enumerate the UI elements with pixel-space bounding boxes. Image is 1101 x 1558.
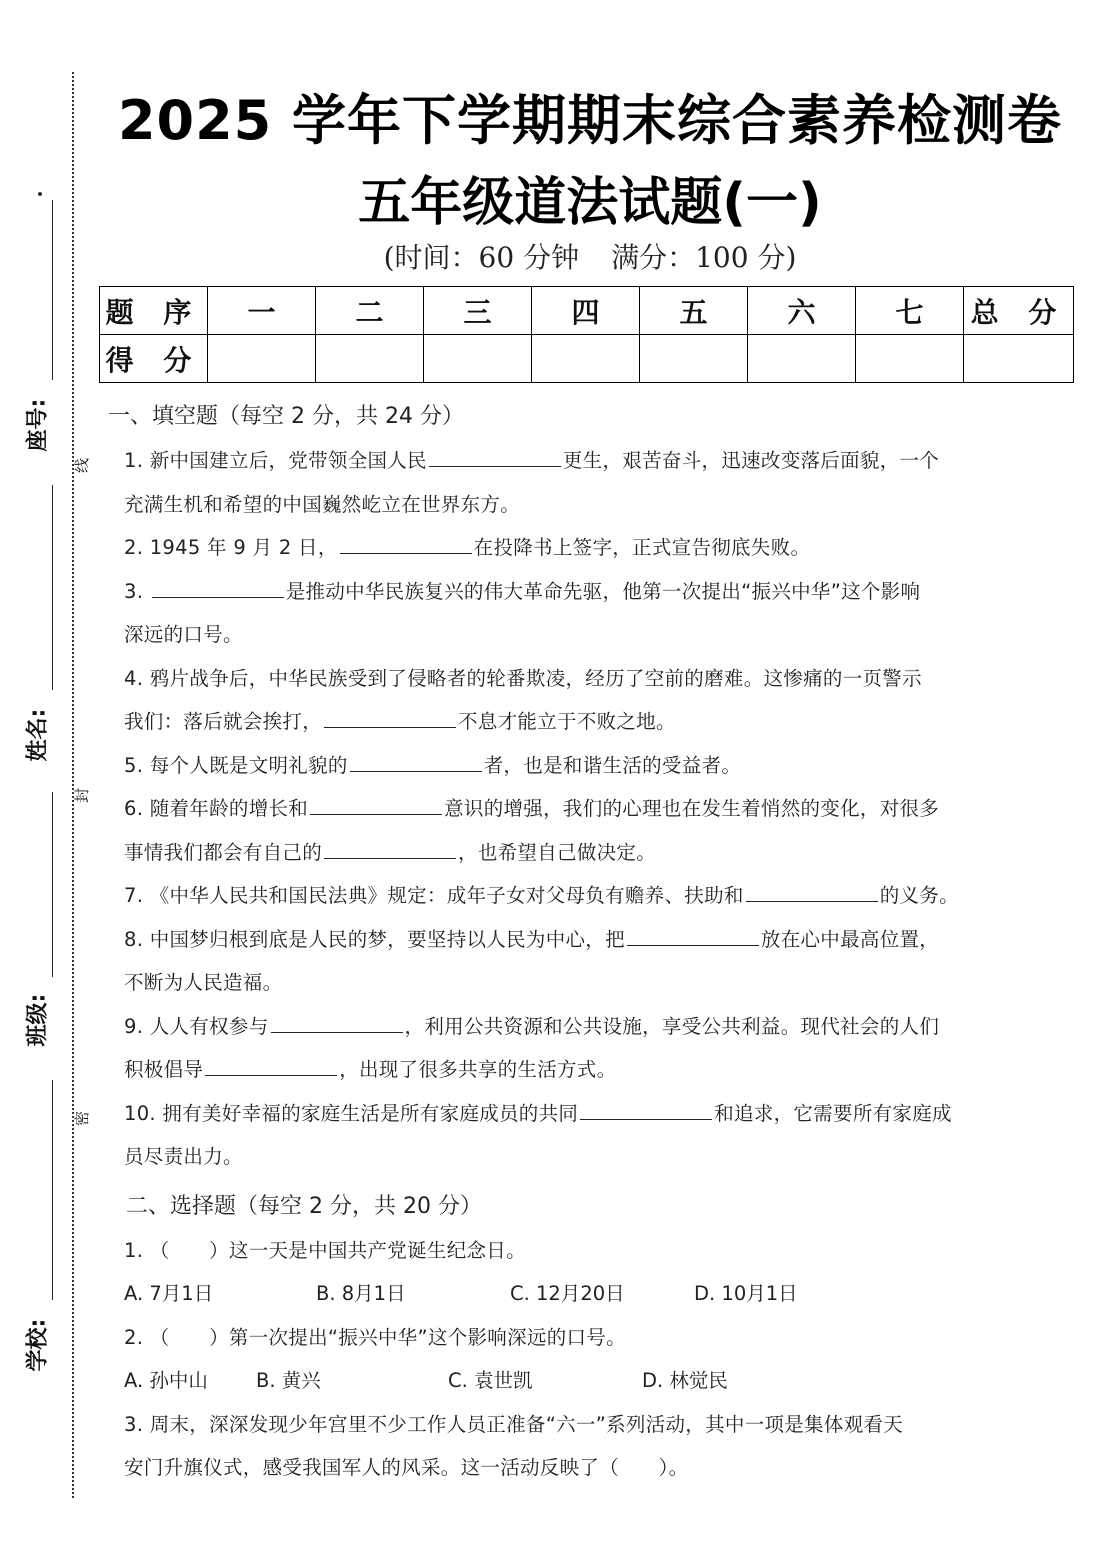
question-cont xyxy=(124,831,1048,875)
score-input-cell[interactable] xyxy=(640,335,748,383)
score-input-cell[interactable] xyxy=(856,335,964,383)
seat-number-label: 座号: xyxy=(25,398,51,452)
exam-content xyxy=(108,395,1048,1490)
question xyxy=(124,787,1048,831)
text: 是推动中华民族复兴的伟大革命先驱，他第一次提出“振兴中华”这个影响 xyxy=(285,579,921,603)
choice-question: 1. （ ）这一天是中国共产党诞生纪念日。 xyxy=(124,1238,526,1262)
text: ，利用公共资源和公共设施，享受公共利益。现代社会的人们 xyxy=(404,1014,940,1038)
text: 积极倡导 xyxy=(124,1058,204,1081)
score-table-score-row xyxy=(100,335,1074,383)
question xyxy=(124,570,1048,614)
answer-blank[interactable] xyxy=(340,531,472,554)
text: 者，也是和谐生活的受益者。 xyxy=(483,753,742,777)
section2-heading: 二、选择题（每空 2 分，共 20 分） xyxy=(126,1193,482,1219)
question xyxy=(124,918,1048,962)
option-b[interactable]: B. 黄兴 xyxy=(256,1369,321,1392)
score-input-cell[interactable] xyxy=(424,335,532,383)
score-input-cell[interactable] xyxy=(748,335,856,383)
question-cont: 员尽责出力。 xyxy=(124,1145,243,1168)
answer-blank[interactable] xyxy=(310,792,442,815)
question-cont xyxy=(124,1048,1048,1092)
answer-blank[interactable] xyxy=(580,1097,712,1120)
option-d[interactable]: D. 林觉民 xyxy=(642,1369,728,1392)
answer-blank[interactable] xyxy=(429,444,561,467)
answer-blank[interactable] xyxy=(152,575,284,598)
text: 我们：落后就会挨打， xyxy=(124,710,323,733)
binding-top-dot xyxy=(38,192,42,196)
text: 8. 中国梦归根到底是人民的梦，要坚持以人民为中心，把 xyxy=(124,927,625,951)
exam-subtitle: 五年级道法试题(一) xyxy=(358,173,822,233)
choice-options xyxy=(124,1272,1048,1316)
question: 4. 鸦片战争后，中华民族受到了侵略者的轮番欺凌，经历了空前的磨难。这惨痛的一页警示 xyxy=(124,666,922,690)
answer-blank[interactable] xyxy=(627,923,759,946)
choice-options xyxy=(124,1359,1048,1403)
seat-number-line xyxy=(52,200,53,380)
answer-blank[interactable] xyxy=(350,749,482,772)
option-c[interactable]: C. 12月20日 xyxy=(510,1282,625,1305)
score-cell: 二 xyxy=(316,287,424,335)
score-table-header-row xyxy=(100,287,1074,335)
text: 的义务。 xyxy=(879,884,959,907)
class-line xyxy=(52,792,53,977)
binding-dotted-line xyxy=(72,72,74,1498)
score-cell: 三 xyxy=(424,287,532,335)
question xyxy=(124,526,1048,570)
question xyxy=(124,1092,1048,1136)
score-input-cell[interactable] xyxy=(316,335,424,383)
answer-blank[interactable] xyxy=(324,836,456,859)
text: ，也希望自己做决定。 xyxy=(458,840,657,864)
score-cell: 五 xyxy=(640,287,748,335)
text: 3. xyxy=(124,579,150,603)
score-cell: 总 分 xyxy=(964,287,1074,335)
score-cell: 得 分 xyxy=(100,335,208,383)
question xyxy=(124,744,1048,788)
question xyxy=(124,439,1048,483)
question-cont xyxy=(124,700,1048,744)
text: ，出现了很多共享的生活方式。 xyxy=(339,1058,617,1081)
score-input-cell[interactable] xyxy=(532,335,640,383)
question-cont: 深远的口号。 xyxy=(124,623,243,646)
seal-char-seal: 封 xyxy=(73,787,92,804)
answer-blank[interactable] xyxy=(746,879,878,902)
option-a[interactable]: A. 7月1日 xyxy=(124,1282,214,1305)
option-c[interactable]: C. 袁世凯 xyxy=(448,1369,533,1392)
score-input-cell[interactable] xyxy=(208,335,316,383)
score-cell: 七 xyxy=(856,287,964,335)
score-table xyxy=(99,286,1074,383)
text: 更生，艰苦奋斗，迅速改变落后面貌，一个 xyxy=(562,449,940,472)
answer-blank[interactable] xyxy=(271,1010,403,1033)
question-cont: 安门升旗仪式，感受我国军人的风采。这一活动反映了（ ）。 xyxy=(124,1456,689,1479)
option-b[interactable]: B. 8月1日 xyxy=(316,1282,406,1305)
choice-question: 3. 周末，深深发现少年宫里不少工作人员正准备“六一”系列活动，其中一项是集体观看天 xyxy=(124,1412,904,1436)
section1-heading: 一、填空题（每空 2 分，共 24 分） xyxy=(108,404,464,429)
school-line xyxy=(52,1080,53,1300)
text: 在投降书上签字，正式宣告彻底失败。 xyxy=(473,536,811,559)
text: 9. 人人有权参与 xyxy=(124,1014,269,1038)
text: 5. 每个人既是文明礼貌的 xyxy=(124,753,348,777)
answer-blank[interactable] xyxy=(324,705,456,728)
time-text: (时间：60 分钟 xyxy=(383,241,580,274)
text: 7. 《中华人民共和国民法典》规定：成年子女对父母负有赡养、扶助和 xyxy=(124,884,744,907)
text: 10. 拥有美好幸福的家庭生活是所有家庭成员的共同 xyxy=(124,1101,579,1125)
score-input-cell[interactable] xyxy=(964,335,1074,383)
text: 不息才能立于不败之地。 xyxy=(458,710,676,733)
exam-title: 2025 学年下学期期末综合素养检测卷 xyxy=(117,89,1063,152)
text: 意识的增强，我们的心理也在发生着悄然的变化，对很多 xyxy=(444,797,940,820)
question xyxy=(124,874,1048,918)
text: 2. 1945 年 9 月 2 日， xyxy=(124,536,338,559)
option-d[interactable]: D. 10月1日 xyxy=(694,1282,798,1305)
seal-char-line: 线 xyxy=(73,457,92,474)
full-score-text: 满分：100 分) xyxy=(611,241,797,274)
answer-blank[interactable] xyxy=(205,1053,337,1076)
option-a[interactable]: A. 孙中山 xyxy=(124,1369,208,1392)
score-cell: 四 xyxy=(532,287,640,335)
text: 6. 随着年龄的增长和 xyxy=(124,797,309,820)
exam-time-info xyxy=(90,236,1090,276)
school-label: 学校: xyxy=(25,1318,51,1372)
class-label: 班级: xyxy=(25,993,51,1047)
score-cell: 题 序 xyxy=(100,287,208,335)
name-line xyxy=(52,485,53,690)
text: 和追求，它需要所有家庭成 xyxy=(714,1101,952,1125)
question-cont: 不断为人民造福。 xyxy=(124,971,283,994)
score-cell: 一 xyxy=(208,287,316,335)
seal-char-secret: 密 xyxy=(73,1110,92,1127)
score-cell: 六 xyxy=(748,287,856,335)
question xyxy=(124,1005,1048,1049)
question-cont: 充满生机和希望的中国巍然屹立在世界东方。 xyxy=(124,492,521,516)
name-label: 姓名: xyxy=(25,708,51,762)
text: 事情我们都会有自己的 xyxy=(124,840,323,864)
choice-question: 2. （ ）第一次提出“振兴中华”这个影响深远的口号。 xyxy=(124,1325,626,1349)
text: 1. 新中国建立后，党带领全国人民 xyxy=(124,449,427,472)
text: 放在心中最高位置， xyxy=(760,927,940,951)
